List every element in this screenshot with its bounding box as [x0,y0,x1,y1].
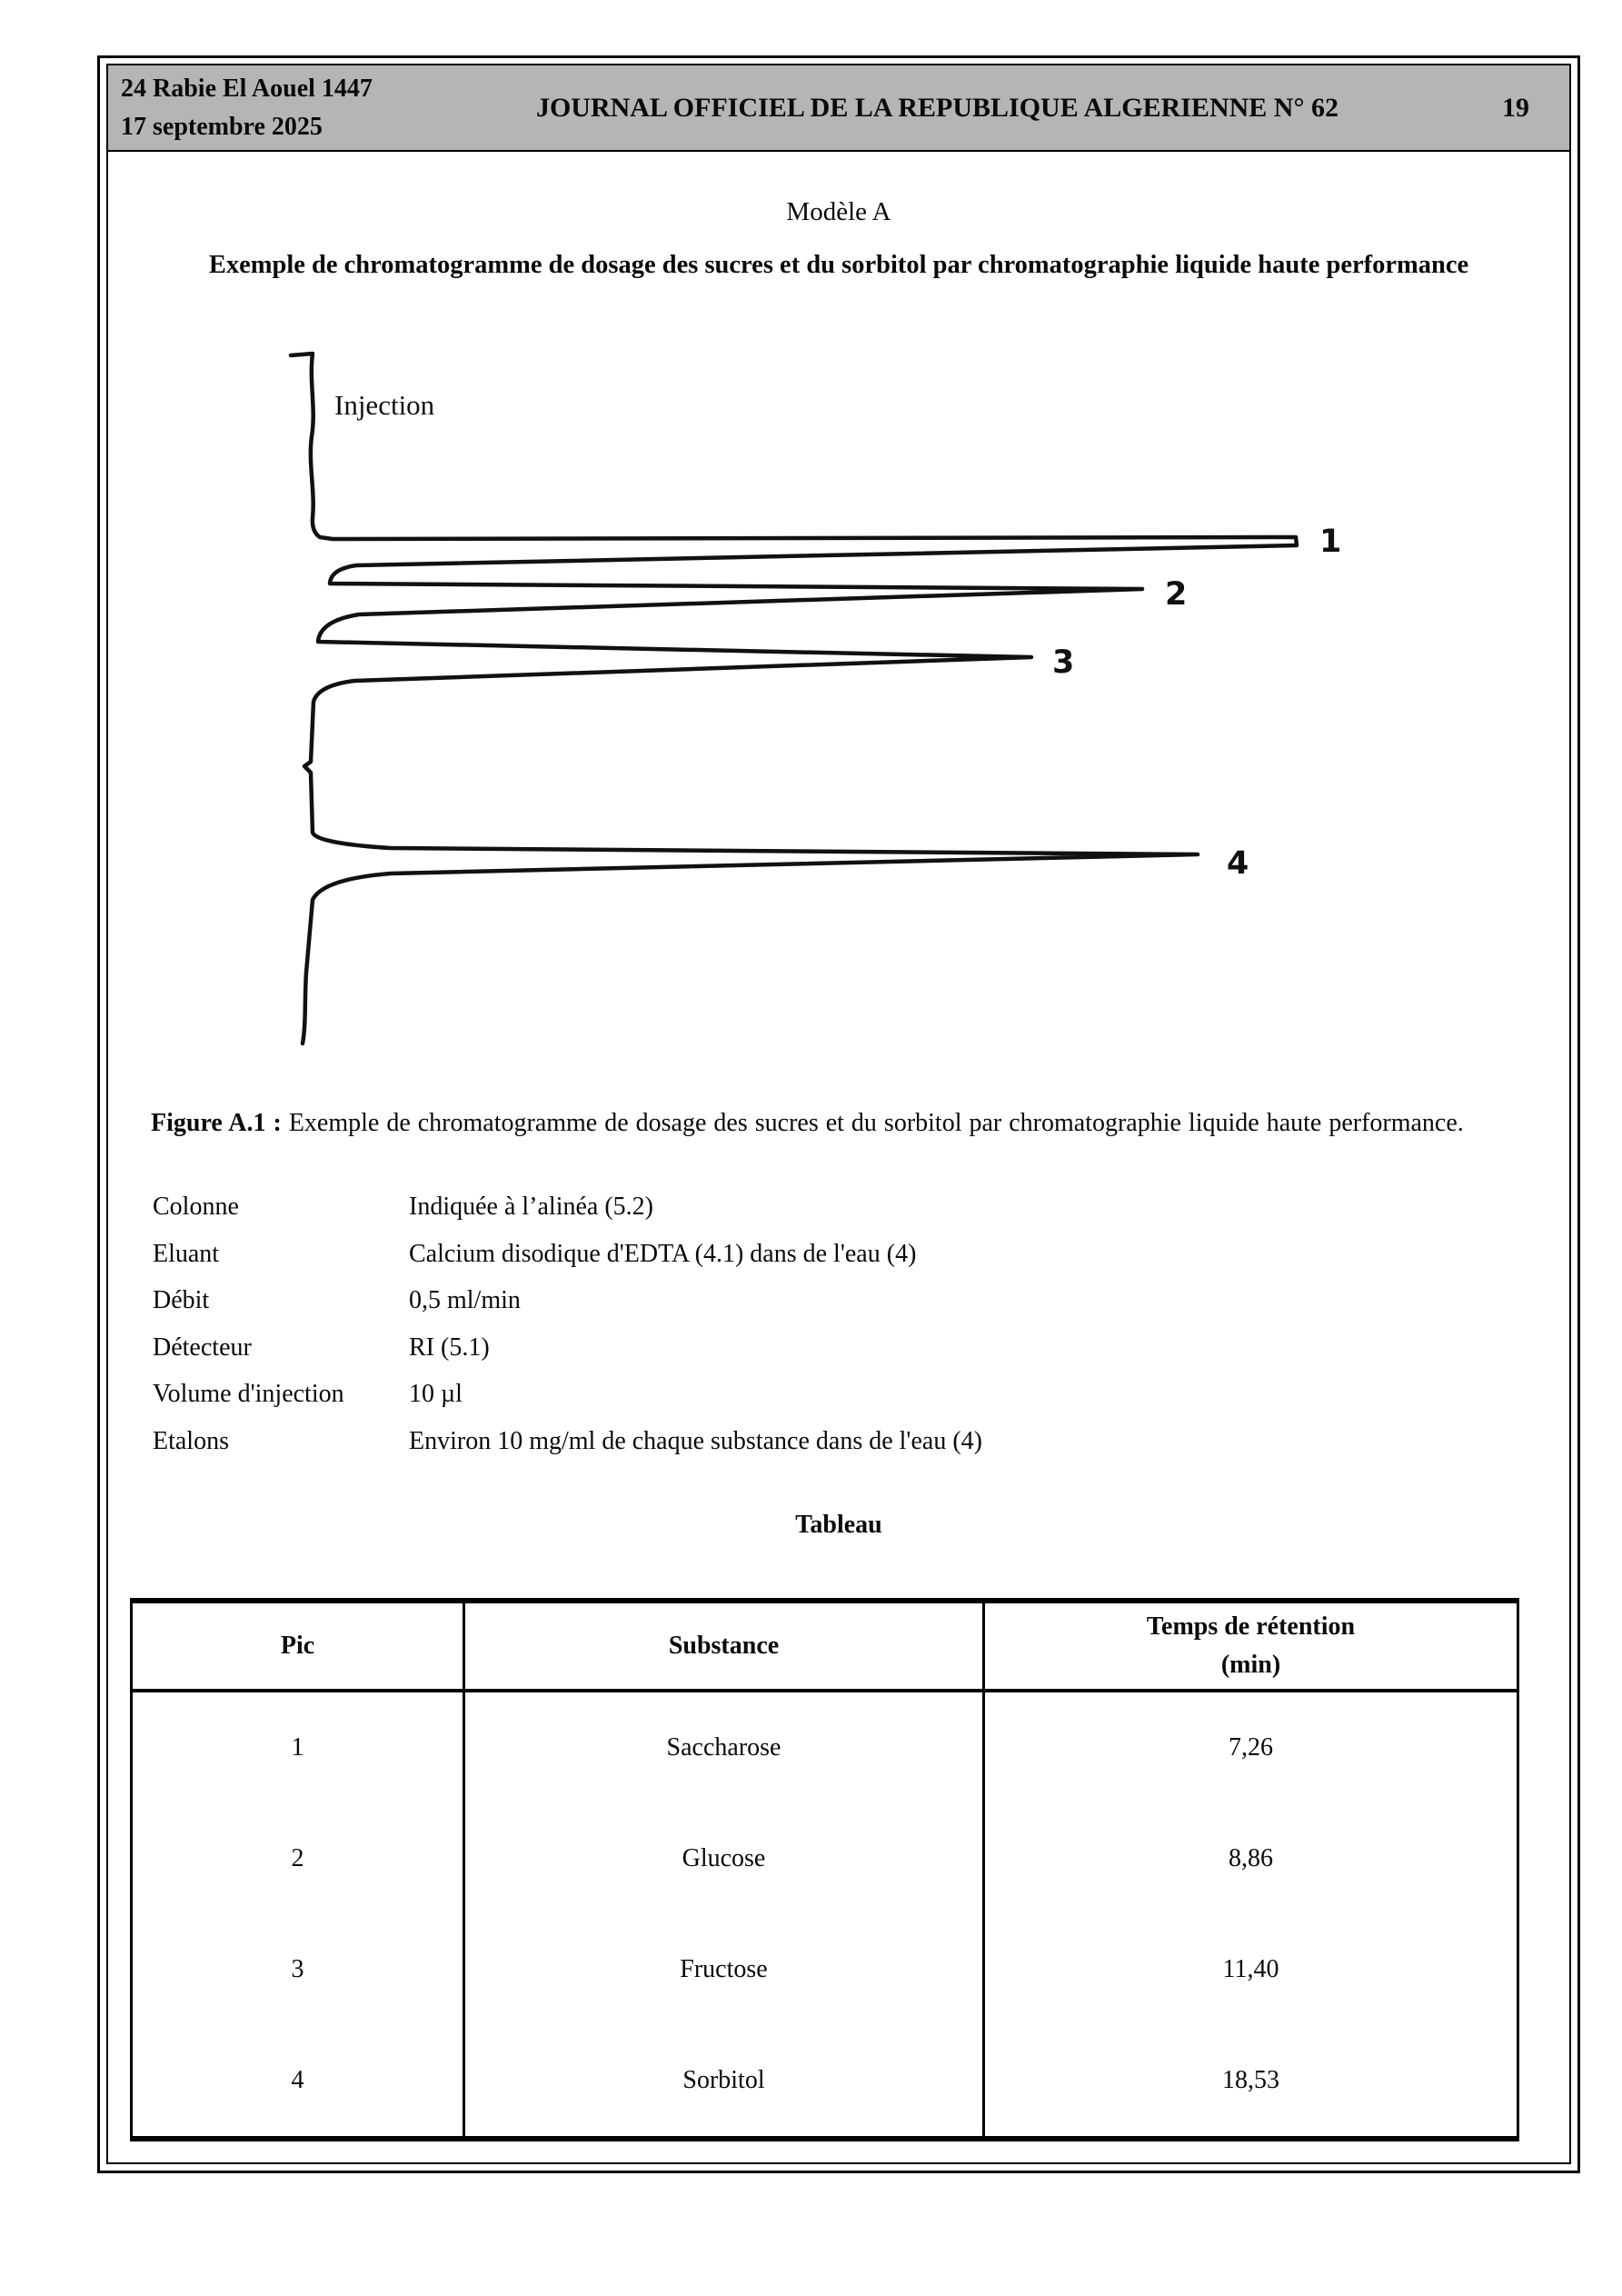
parameter-row-debit [153,1277,982,1324]
header-date-gregorian: 17 septembre 2025 [121,112,323,141]
table-title: Tableau [795,1511,882,1539]
parameter-row-eluant [153,1231,982,1278]
col-header-substance: Substance [464,1601,984,1691]
table-row [132,1914,1518,2025]
peak-label-1: 1 [1319,524,1342,560]
peak-label-2: 2 [1165,576,1188,613]
parameter-label: Volume d'injection [153,1380,344,1408]
page-header [106,64,1571,152]
parameter-row-etalons [153,1418,982,1465]
chromatogram-figure [254,327,1436,1073]
figure-caption-text: Exemple de chromatogramme de dosage des sucres et du sorbitol par chromatographie liquide haute performance. [288,1109,1464,1137]
figure-caption [102,1103,1525,1143]
parameter-value: 10 µl [409,1380,463,1408]
parameter-value: RI (5.1) [409,1333,490,1362]
col-header-retention-line1: Temps de rétention [1146,1612,1356,1641]
parameter-value: Indiquée à l’alinéa (5.2) [409,1193,653,1221]
cell-retention: 7,26 [984,1691,1518,1803]
cell-substance: Sorbitol [464,2025,984,2139]
parameter-row-detecteur [153,1324,982,1372]
cell-pic: 3 [132,1914,464,2025]
col-header-retention-line2: (min) [1220,1651,1281,1679]
figure-caption-label: Figure A.1 : [151,1109,282,1137]
parameter-value: 0,5 ml/min [409,1286,521,1314]
cell-pic: 2 [132,1803,464,1914]
parameter-value: Environ 10 mg/ml de chaque substance dans de l'eau (4) [409,1426,982,1455]
cell-retention: 18,53 [984,2025,1518,2139]
cell-substance: Fructose [464,1914,984,2025]
table-row [132,1803,1518,1914]
cell-pic: 1 [132,1691,464,1803]
cell-retention: 11,40 [984,1914,1518,2025]
table-header-row [132,1601,1518,1691]
header-dates [121,70,373,146]
document-subtitle: Exemple de chromatogramme de dosage des sucres et du sorbitol par chromatographie liquide haute performance [208,251,1469,279]
col-header-retention [984,1601,1518,1691]
chromatogram-trace [291,354,1297,1043]
header-date-hijri: 24 Rabie El Aouel 1447 [121,74,373,103]
retention-table [130,1598,1519,2141]
parameter-row-volume-injection [153,1371,982,1418]
table-row [132,1691,1518,1803]
parameter-label: Etalons [153,1426,229,1455]
parameter-value: Calcium disodique d'EDTA (4.1) dans de l'eau (4) [409,1239,917,1268]
cell-retention: 8,86 [984,1803,1518,1914]
parameter-row-colonne [153,1183,982,1231]
table-row [132,2025,1518,2139]
model-title: Modèle A [786,197,891,226]
parameter-label: Débit [153,1286,210,1314]
method-parameters [153,1183,982,1464]
cell-substance: Glucose [464,1803,984,1914]
cell-substance: Saccharose [464,1691,984,1803]
cell-pic: 4 [132,2025,464,2139]
parameter-label: Colonne [153,1193,239,1221]
page-number: 19 [1502,92,1529,123]
col-header-pic: Pic [132,1601,464,1691]
parameter-label: Eluant [153,1239,220,1268]
peak-label-3: 3 [1052,644,1075,681]
peak-label-4: 4 [1227,845,1249,882]
journal-title: JOURNAL OFFICIEL DE LA REPUBLIQUE ALGERIENNE N° 62 [535,92,1338,123]
parameter-label: Détecteur [153,1333,252,1362]
injection-label: Injection [334,389,435,421]
